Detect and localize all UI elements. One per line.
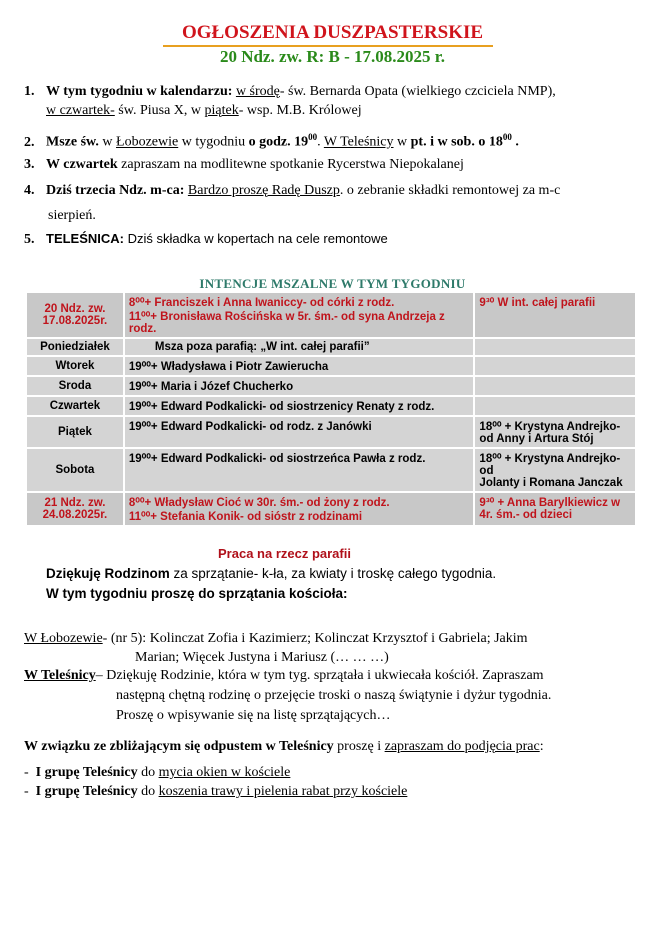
list-underline: mycia okien w kościele [158, 765, 291, 780]
item-underline: w czwartek- [46, 103, 115, 118]
lobozewo-label: W Łobozewie [24, 631, 103, 646]
item-underline: w środę [235, 84, 280, 99]
intention-row [27, 493, 635, 525]
odpust-list-item-2: - I grupę Teleśnicy do koszenia trawy i pielenia rabat przy kościele [24, 784, 408, 799]
odpust-lead: W związku ze zbliżającym się odpustem w Teleśnicy [24, 739, 334, 754]
telesnica-label: W Teleśnicy [24, 668, 96, 683]
intention-other [475, 377, 635, 395]
thanks-text: za sprzątanie- k-ła, za kwiaty i troskę całego tygodnia. [169, 566, 497, 581]
lobozewo-line [24, 629, 528, 648]
intention-main: 19⁰⁰+ Maria i Józef Chucherko [125, 377, 474, 395]
page-subtitle: 20 Ndz. zw. R: B - 17.08.2025 r. [219, 47, 446, 66]
thanks-bold: Dziękuję Rodzinom [46, 566, 170, 581]
item-text: - św. Bernarda Opata (wielkiego czciciela NMP), [279, 84, 556, 99]
intention-other: 18⁰⁰ + Krystyna Andrejko- od Anny i Artura Stój [475, 417, 635, 447]
list-text: do [137, 765, 159, 780]
item-bold: Msze św. [46, 134, 99, 150]
item-text: w [98, 134, 117, 150]
item-text: św. Piusa X, w [114, 103, 205, 118]
intention-row [27, 339, 635, 355]
intention-day: Sroda [27, 377, 123, 395]
item-text: zapraszam na modlitewne spotkanie Rycerstwa Niepokalanej [117, 157, 464, 172]
item-underline: piątek [204, 103, 239, 118]
item-bold: pt. i w sob. o 18 [410, 134, 503, 150]
telesnica-line-3: Proszę o wpisywanie się na listę sprzątających… [116, 708, 391, 723]
intention-main: 8⁰⁰+ Franciszek i Anna Iwaniccy- od córki z rodz. 11⁰⁰+ Bronisława Rościńska w 5r. śm.- od syna Andrzeja z rodz. [125, 293, 474, 337]
item-text: Dziś składka w kopertach na cele remontowe [124, 231, 388, 246]
intention-row [27, 357, 635, 375]
announcement-2 [24, 128, 519, 152]
intention-main: 8⁰⁰+ Władysław Cioć w 30r. śm.- od żony z rodz. 11⁰⁰+ Stefania Konik- od sióstr z rodzinami [125, 493, 474, 525]
odpust-end: : [539, 739, 544, 754]
announcement-3 [24, 155, 464, 174]
intention-main: 19⁰⁰+ Władysława i Piotr Zawierucha [125, 357, 474, 375]
intention-other [475, 339, 635, 355]
item-text: w [393, 134, 411, 150]
list-bold: I grupę Teleśnicy [35, 784, 138, 799]
telesnica-line [24, 666, 544, 685]
intention-day: 20 Ndz. zw. 17.08.2025r. [27, 293, 123, 337]
item-text: . [317, 134, 324, 150]
intentions-table [25, 291, 637, 527]
intention-other: 18⁰⁰ + Krystyna Andrejko- od Jolanty i Romana Janczak [475, 449, 635, 491]
announcement-1 [24, 82, 556, 120]
odpust-list-item-1: - I grupę Teleśnicy do mycia okien w kościele [24, 765, 291, 780]
intention-day: Piątek [27, 417, 123, 447]
item-bold: W tym tygodniu w kalendarzu: [46, 84, 233, 99]
list-underline: koszenia trawy i pielenia rabat przy kościele [158, 784, 408, 799]
page-title: OGŁOSZENIA DUSZPASTERSKIE [181, 22, 484, 43]
item-number: 1. [24, 84, 35, 99]
intention-main: 19⁰⁰+ Edward Podkalicki- od siostrzeńca Pawła z rodz. [125, 449, 474, 491]
intention-day: Poniedziałek [27, 339, 123, 355]
item-text: . [511, 134, 519, 150]
intention-row [27, 417, 635, 447]
intention-other [475, 357, 635, 375]
intention-main: 19⁰⁰+ Edward Podkalicki- od rodz. z Janówki [125, 417, 474, 447]
intention-row [27, 293, 635, 337]
intention-day: Sobota [27, 449, 123, 491]
intention-day: Czwartek [27, 397, 123, 415]
intentions-title: INTENCJE MSZALNE W TYM TYGODNIU [199, 276, 466, 291]
intention-main: Msza poza parafią: „W int. całej parafii” [125, 339, 474, 355]
time-superscript: 00 [502, 132, 512, 142]
item-bold: o godz. 19 [248, 134, 309, 150]
item-underline: Łobozewie [116, 134, 179, 150]
announcement-4-cont: sierpień. [48, 208, 96, 223]
item-number: 3. [24, 157, 35, 172]
intention-row [27, 397, 635, 415]
list-bold: I grupę Teleśnicy [35, 765, 138, 780]
intention-main: 19⁰⁰+ Edward Podkalicki- od siostrzenicy Renaty z rodz. [125, 397, 474, 415]
lobozewo-line-2: Marian; Więcek Justyna i Mariusz (… … …) [135, 650, 389, 665]
item-underline: W Teleśnicy [323, 134, 394, 150]
item-underline: Bardzo proszę Radę Duszp [187, 183, 340, 198]
item-bold: TELEŚNICA: [46, 231, 124, 246]
lobozewo-text: - (nr 5): Kolinczat Zofia i Kazimierz; Kolinczat Krzysztof i Gabriela; Jakim [102, 631, 528, 646]
item-text: . o zebranie składki remontowej za m-c [339, 183, 561, 198]
intention-other [475, 397, 635, 415]
work-title: Praca na rzecz parafii [218, 546, 351, 561]
intention-row [27, 449, 635, 491]
odpust-underline: zapraszam do podjęcia prac [384, 739, 540, 754]
odpust-line [24, 737, 544, 756]
thanks-line [46, 566, 496, 581]
item-bold: W czwartek [46, 157, 118, 172]
intention-day: Wtorek [27, 357, 123, 375]
item-number: 2. [24, 134, 35, 150]
list-text: do [137, 784, 159, 799]
cleaning-request: W tym tygodniu proszę do sprzątania kościoła: [46, 586, 348, 601]
intention-row [27, 377, 635, 395]
intention-day: 21 Ndz. zw. 24.08.2025r. [27, 493, 123, 525]
item-bold: Dziś trzecia Ndz. m-ca: [46, 183, 185, 198]
intention-other: 9³⁰ + Anna Barylkiewicz w 4r. śm.- od dzieci [475, 493, 635, 525]
item-text: w tygodniu [178, 134, 249, 150]
intention-other: 9³⁰ W int. całej parafii [475, 293, 635, 337]
announcement-5 [24, 229, 388, 249]
item-number: 5. [24, 232, 35, 247]
telesnica-line-2: następną chętną rodzinę o przejęcie troski o naszą świątynie i dyżur tygodnia. [116, 688, 552, 703]
time-superscript: 00 [308, 132, 318, 142]
item-text: - wsp. M.B. Królowej [238, 103, 362, 118]
announcement-4 [24, 181, 560, 200]
item-number: 4. [24, 183, 35, 198]
telesnica-text: – Dziękuję Rodzinie, która w tym tyg. sprzątała i ukwiecała kościół. Zapraszam [95, 668, 544, 683]
odpust-mid: proszę i [333, 739, 385, 754]
